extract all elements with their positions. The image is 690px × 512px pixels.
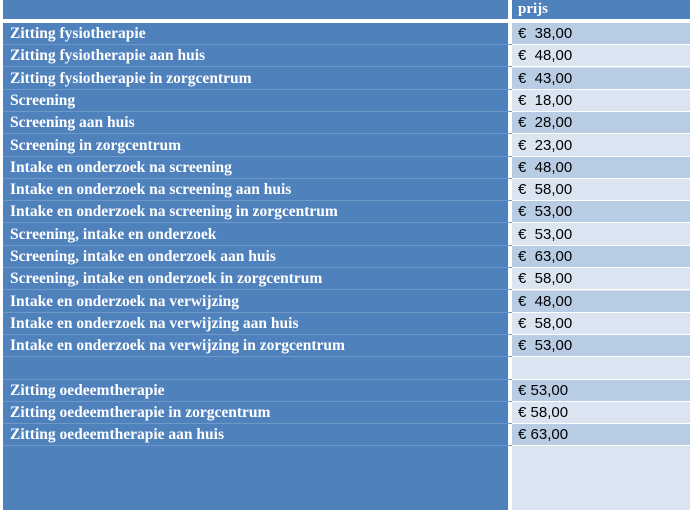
header-price-cell: prijs: [512, 0, 690, 19]
service-price: € 38,00: [512, 23, 690, 45]
service-label: Intake en onderzoek na screening: [3, 157, 515, 179]
service-price: € 48,00: [512, 157, 690, 179]
service-price: € 53,00: [512, 224, 690, 246]
table-row: [3, 424, 690, 446]
table-header: [3, 0, 690, 19]
service-price: € 58,00: [512, 268, 690, 290]
service-label: Zitting fysiotherapie in zorgcentrum: [3, 68, 515, 90]
service-label: Zitting oedeemtherapie: [3, 380, 515, 402]
service-label: Screening, intake en onderzoek aan huis: [3, 246, 515, 268]
service-label: Zitting fysiotherapie aan huis: [3, 45, 515, 67]
service-label: Intake en onderzoek na screening in zorgcentrum: [3, 201, 515, 223]
table-row: [3, 201, 690, 223]
service-price: € 28,00: [512, 112, 690, 134]
service-label: Screening aan huis: [3, 112, 515, 134]
table-row: [3, 358, 690, 380]
table-row: [3, 90, 690, 112]
service-price: € 23,00: [512, 135, 690, 157]
service-label: Screening in zorgcentrum: [3, 135, 515, 157]
service-label: Intake en onderzoek na verwijzing aan huis: [3, 313, 515, 335]
service-price: € 43,00: [512, 68, 690, 90]
service-label: Screening, intake en onderzoek: [3, 224, 515, 246]
service-price: € 58,00: [512, 402, 690, 424]
service-label: Screening: [3, 90, 515, 112]
table-row: [3, 112, 690, 134]
service-price: € 18,00: [512, 90, 690, 112]
service-label: Intake en onderzoek na verwijzing in zorgcentrum: [3, 335, 515, 357]
table-row: [3, 179, 690, 201]
table-row: [3, 23, 690, 45]
service-price: [512, 358, 690, 380]
service-label: Intake en onderzoek na screening aan huis: [3, 179, 515, 201]
price-table: [3, 0, 690, 510]
table-row: [3, 157, 690, 179]
service-price: € 48,00: [512, 291, 690, 313]
service-price: € 63,00: [512, 246, 690, 268]
table-row: [3, 313, 690, 335]
table-row: [3, 380, 690, 402]
service-label: Intake en onderzoek na verwijzing: [3, 291, 515, 313]
service-label: Screening, intake en onderzoek in zorgcentrum: [3, 268, 515, 290]
service-price: € 53,00: [512, 335, 690, 357]
table-row: [3, 224, 690, 246]
table-row: [3, 246, 690, 268]
service-price: € 53,00: [512, 380, 690, 402]
table-row: [3, 45, 690, 67]
table-row: [3, 268, 690, 290]
service-label: Zitting oedeemtherapie in zorgcentrum: [3, 402, 515, 424]
service-price: € 58,00: [512, 179, 690, 201]
service-label: [3, 358, 515, 380]
service-price: € 48,00: [512, 45, 690, 67]
header-label-cell: [3, 0, 508, 19]
service-label: Zitting oedeemtherapie aan huis: [3, 424, 515, 446]
service-price: € 63,00: [512, 424, 690, 446]
table-row: [3, 135, 690, 157]
service-label: Zitting fysiotherapie: [3, 23, 515, 45]
table-row: [3, 68, 690, 90]
table-row: [3, 335, 690, 357]
service-price: € 58,00: [512, 313, 690, 335]
service-price: € 53,00: [512, 201, 690, 223]
table-row: [3, 402, 690, 424]
table-row: [3, 291, 690, 313]
